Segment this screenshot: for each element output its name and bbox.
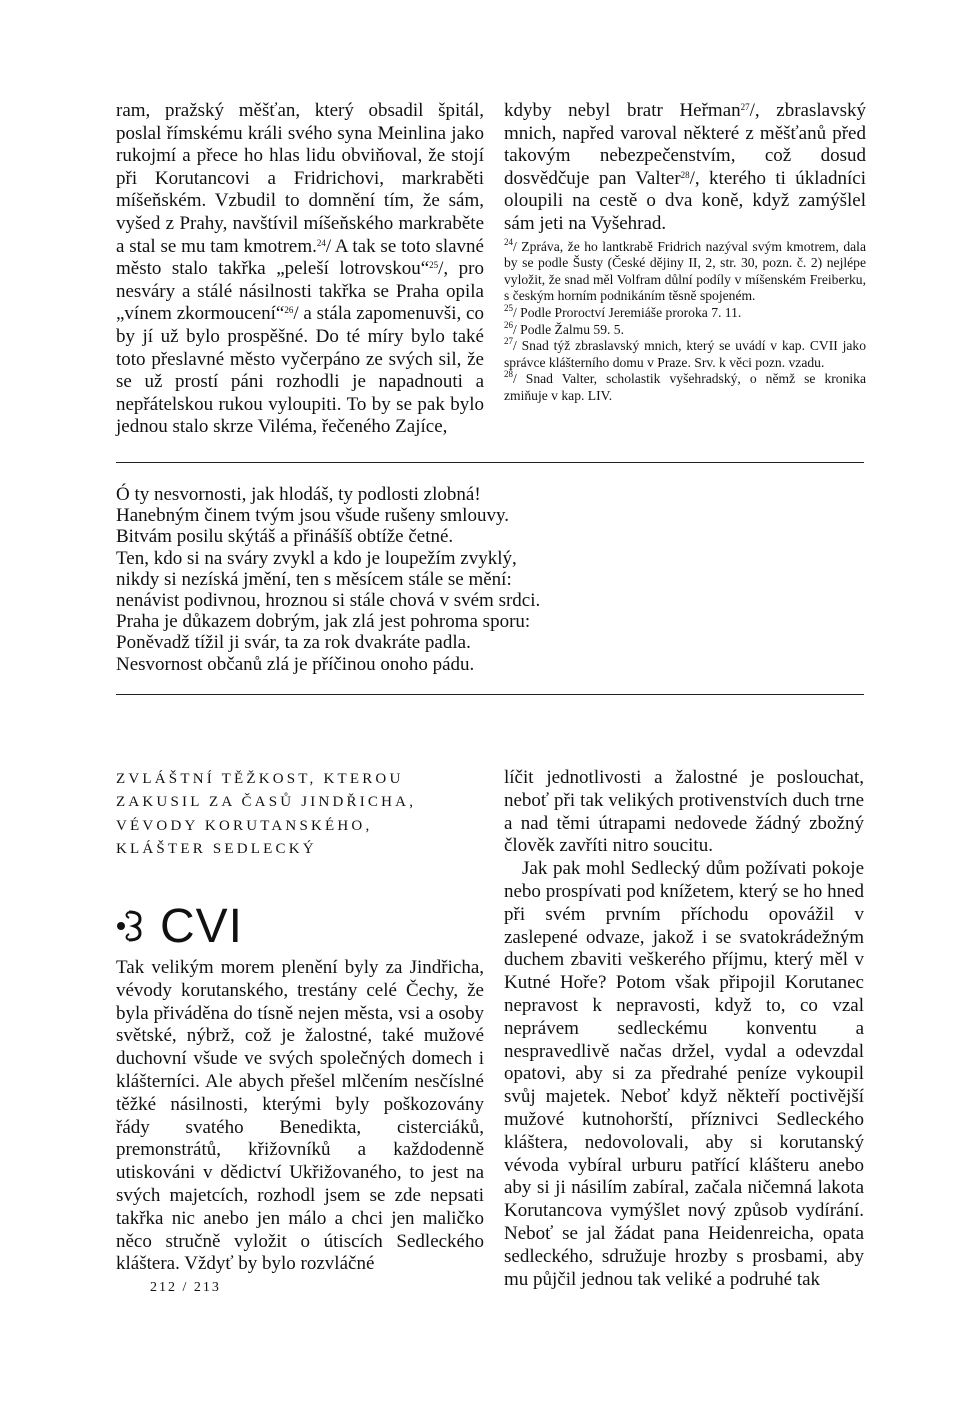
top-right-paragraph [504,100,866,236]
top-right-text-c: /, kterého ti úkladníci oloupili na cestě o dva koně, když zamýšlel sám jeti na Vyšehrad. [504,167,866,234]
poem-line: Hanebným činem tvým jsou všude rušeny smlouvy. [116,505,509,527]
footnote-number: 24 [504,236,513,247]
footnote-28 [504,371,866,404]
top-left-column [116,100,484,439]
top-left-paragraph [116,100,484,439]
footnote-number: 28 [504,369,513,380]
footnote-27 [504,338,866,371]
footnote-ref-26: 26 [284,305,294,316]
chapter-heading-line: VÉVODY KORUTANSKÉHO, [116,817,373,834]
chapter-title [116,896,243,956]
top-left-text-b: / A tak se toto slavné město stalo takřka „peleší lotrovskou“ [116,235,484,280]
chapter-heading-line: ZVLÁŠTNÍ TĚŽKOST, KTEROU [116,771,404,787]
footnote-ref-27: 27 [740,102,750,112]
footnote-ref-24: 24 [316,237,326,248]
top-left-text-a: ram, pražský měšťan, který obsadil špitál, poslal římskému králi svého syna Meinlina jako rukojmí a přece ho hlas lidu obviňoval, že stojí při Korutancovi a Fridrichovi, markraběti míšeňském. Vzbudil to domnění tím, že sám, vyšed z Prahy, navštívil míšeňského markraběte a stal se mu tam kmotrem. [116,100,484,257]
footnotes [504,236,866,405]
footnote-text: / Zpráva, že ho lantkrabě Fridrich nazýval svým kmotrem, dala by se podle Šusty (České dějiny II, 2, str. 30, pozn. č. 2) nejlépe vyložit, že snad měl Volfram důlní podíly v míšenském Freiberku, s českým horním podnikáním těsně spojeném. [504,238,866,304]
top-right-column [504,100,866,405]
bottom-right-column [504,767,864,1291]
chapter-heading-line: KLÁŠTER SEDLECKÝ [116,840,317,857]
poem-line: Ó ty nesvornosti, jak hlodáš, ty podlosti zlobná! [116,484,481,505]
bottom-left-column [116,957,484,1276]
footnote-number: 25 [504,302,513,313]
chapter-heading [116,768,496,861]
bottom-right-paragraph-2: Jak pak mohl Sedlecký dům požívati pokoje nebo prospívati pod knížetem, který se ho hned při svém prvním příchodu opovážil v zaslepené odvaze, jakož i se svatokrádežným duchem zbaviti veškerého příjmu, který měl v Kutné Hoře? Potom však připojil Korutanec nepravost k nepravosti, když to, co vzal neprávem sedleckému konventu a nespravedlivě načas držel, vydal a odevzdal opatovi, aby si za předrahé peníze vykoupil svůj majetek. Neboť když někteří poctivější mužové kutnohorští, příznivci Sedleckého kláštera, nedovolovali, aby si korutanský vévoda vybíral urburu patřící klášteru anebo aby si ji násilím zabíral, začala ničemná lakota Korutancova vymýšlet nový způsob vydírání. Neboť se jal žádat pana Heidenreicha, opata sedleckého, sdružuje hrozby s prosbami, aby mu půjčil jednou tak veliké a podruhé tak [504,858,864,1290]
poem [116,484,676,675]
footnote-text: / Snad Valter, scholastik vyšehradský, o němž se kronika zmiňuje v kap. LIV. [504,371,866,403]
footnote-text: / Podle Žalmu 59. 5. [513,321,625,337]
poem-line: Bitvám posilu skýtáš a přinášíš obtíže četné. [116,526,454,548]
footnote-text: / Snad týž zbraslavský mnich, který se uvádí v kap. CVII jako správce klášterního domu v Praze. Srv. k věci pozn. vzadu. [504,338,866,370]
footnote-ref-25: 25 [429,260,439,271]
poem-line: Ten, kdo si na sváry zvykl a kdo je loupežím zvyklý, [116,547,517,569]
poem-line: Poněvadž tížil ji svár, ta za rok dvakráte padla. [116,632,471,654]
footnote-text: / Podle Proroctví Jeremiáše proroka 7. 11. [513,304,742,320]
top-right-text-a: kdyby nebyl bratr Heřman [504,100,741,121]
top-left-text-c: /, pro nesváry a stálé násilnosti takřka se Praha opila „vínem zkormoucení“ [116,258,484,325]
footnote-24 [504,236,866,305]
divider-rule-top [116,462,864,463]
top-left-text-d: / a stála zapomenuvši, co by jí už bylo prospěšné. Do té míry bylo také toto přeslavné město vyčerpáno ze svých sil, že se už prostí páni rozhodli je napadnouti a nepřátelskou rukou vyloupiti. To by se pak bylo jednou stalo skrze Viléma, řečeného Zajíce, [116,303,484,438]
divider-rule-bottom [116,694,864,695]
top-right-text-b: /, zbraslavský mnich, napřed varoval některé z měšťanů před takovým nebezpečenstvím, což dosud dosvědčuje pan Valter [504,100,866,189]
bottom-left-paragraph: Tak velikým morem plenění byly za Jindřicha, vévody korutanského, trestány celé Čechy, že byla přiváděna do tísně nejen města, vsi a osoby světské, nýbrž, což je žalostné, také mužové duchovní všude ve svých společných domech i klášterníci. Ale abych přešel mlčením nesčíslné těžké násilnosti, kterými byly poškozovány řády svatého Benedikta, cisterciáků, premonstrátů, křižovníků a každodenně utiskováni v dědictví Ukřižovaného, to jest na svých majetcích, rozhodl jsem se zde nepsati takřka nic anebo jen málo a chci jen maličko něco stručně vyložit o útiscích Sedleckého kláštera. Vždyť by bylo rozvláčné [116,957,484,1275]
poem-line: Praha je důkazem dobrým, jak zlá jest pohroma sporu: [116,611,531,633]
footnote-26 [504,319,866,339]
bottom-right-paragraph-1: líčit jednotlivosti a žalostné je poslouchat, neboť při tak velikých protivenstvích duch trne a nad těmi útrapami nedovede žádný zbožný člověk zavříti nitro soucitu. [504,767,864,857]
poem-line: nikdy si nezíská jmění, ten s měsícem stále se mění: [116,568,512,590]
footnote-number: 27 [504,336,513,347]
poem-line: nenávist podivnou, hroznou si stále chová v svém srdci. [116,590,541,612]
page-numbers: 212 / 213 [150,1280,221,1295]
footnote-ref-28: 28 [680,169,690,180]
poem-line: Nesvornost občanů zlá je příčinou onoho pádu. [116,653,475,675]
ornament-icon [116,906,146,946]
chapter-heading-line: ZAKUSIL ZA ČASŮ JINDŘICHA, [116,794,417,811]
footnote-number: 26 [504,319,513,330]
chapter-number: CVI [160,899,244,953]
footnote-25 [504,302,866,322]
